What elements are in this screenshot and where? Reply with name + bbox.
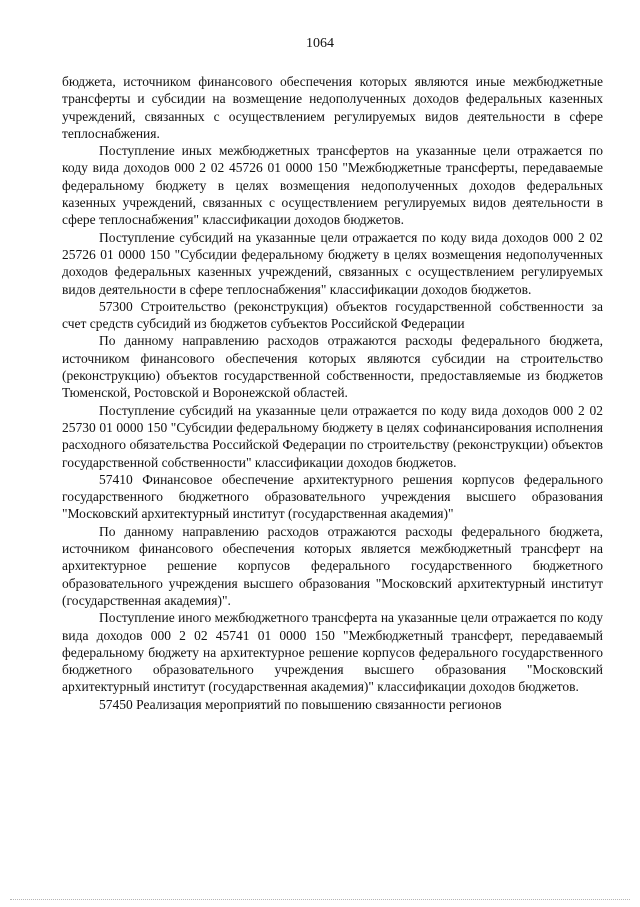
section-heading-57300: 57300 Строительство (реконструкция) объектов государственной собственности за счет средств субсидий из бюджетов субъектов Российской Федерации (62, 298, 603, 332)
scan-edge-divider (10, 899, 630, 900)
paragraph-57300-expenses: По данному направлению расходов отражаются расходы федерального бюджета, источником финансового обеспечения которых являются субсидии на строительство (реконструкцию) объектов государственной собственности, предоставляемые из бюджетов Тюменской, Ростовской и Воронежской областей. (62, 333, 603, 401)
page-number: 1064 (306, 36, 334, 51)
section-heading-57410: 57410 Финансовое обеспечение архитектурного решения корпусов федерального государственного бюджетного образовательного учреждения высшего образования "Московский архитектурный институт (государственная академия)" (62, 471, 603, 522)
paragraph-57410-expenses: По данному направлению расходов отражаются расходы федерального бюджета, источником финансового обеспечения которых является межбюджетный трансферт на архитектурное решение корпусов федерального государственного бюджетного образовательного учреждения высшего образования "Московский архитектурный институт (государственная академия)". (62, 523, 603, 608)
section-heading-57450: 57450 Реализация мероприятий по повышению связанности регионов (99, 696, 502, 712)
paragraph-continuation: бюджета, источником финансового обеспечения которых являются иные межбюджетные трансферты и субсидии на возмещение недополученных доходов федеральных казенных учреждений, связанных с осуществлением регулируемых видов деятельности в сфере теплоснабжения. (62, 74, 603, 141)
paragraph-57300-income: Поступление субсидий на указанные цели отражается по коду вида доходов 000 2 02 25730 01 0000 150 "Субсидии федеральному бюджету в целях софинансирования исполнения расходного обязательства Российской Федерации по строительству (реконструкции) объектов государственной собственности" классификации доходов бюджетов. (62, 402, 603, 470)
paragraph-57410-income: Поступление иного межбюджетного трансферта на указанные цели отражается по коду вида доходов 000 2 02 45741 01 0000 150 "Межбюджетный трансферт, передаваемый федеральному бюджету на архитектурное решение корпусов федерального государственного бюджетного образовательного учреждения высшего образования "Московский архитектурный институт (государственная академия)" классификации доходов бюджетов. (62, 610, 603, 695)
paragraph-subsidies-income: Поступление субсидий на указанные цели отражается по коду вида доходов 000 2 02 25726 01 0000 150 "Субсидии федеральному бюджету в целях возмещения недополученных доходов федеральных казенных учреждений, связанных с осуществлением регулируемых видов деятельности в сфере теплоснабжения" классификации доходов бюджетов. (62, 229, 603, 297)
document-body (62, 73, 603, 713)
paragraph-transfers-income: Поступление иных межбюджетных трансфертов на указанные цели отражается по коду вида доходов 000 2 02 45726 01 0000 150 "Межбюджетные трансферты, передаваемые федеральному бюджету в целях возмещения недополученных доходов федеральных казенных учреждений, связанных с осуществлением регулируемых видов деятельности в сфере теплоснабжения" классификации доходов бюджетов. (62, 143, 603, 228)
